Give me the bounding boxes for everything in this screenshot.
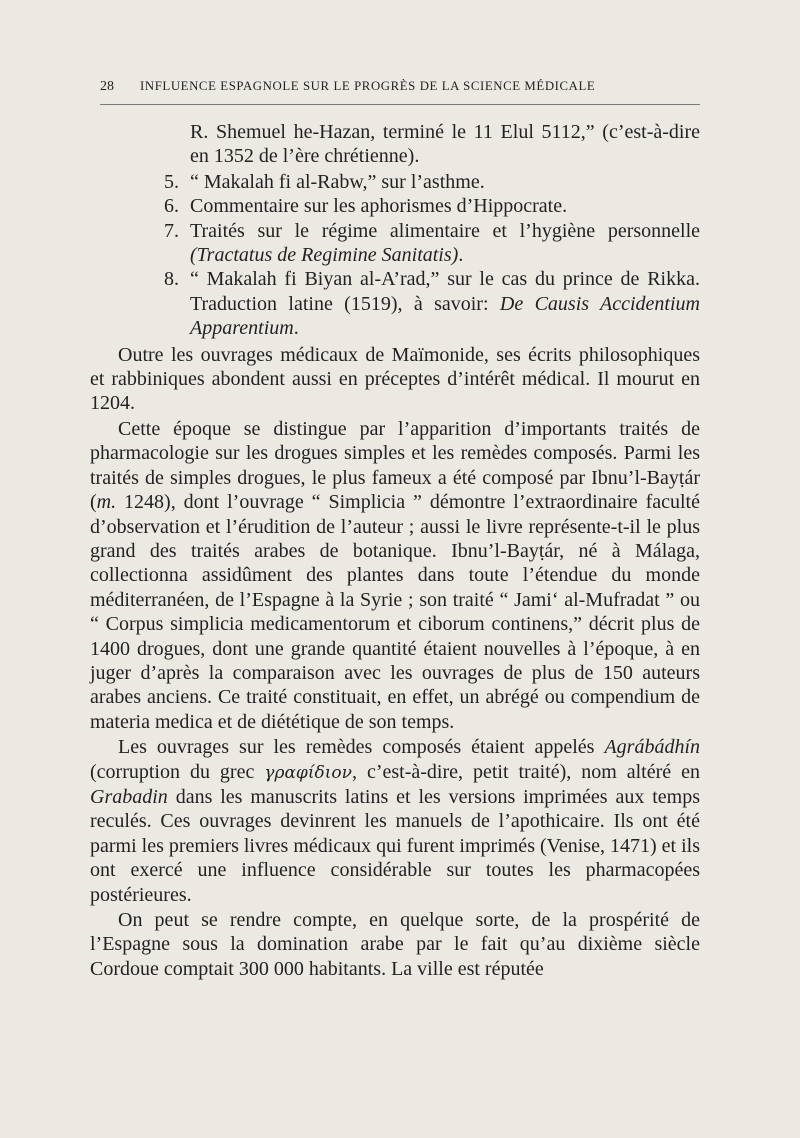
list-continuation: R. Shemuel he-Hazan, terminé le 11 Elul 5112,” (c’est-à-dire en 1352 de l’ère chrétienne). <box>190 121 700 168</box>
greek-word: γραφίδιον <box>264 762 352 783</box>
page-body <box>90 120 700 981</box>
running-header <box>100 79 700 95</box>
list-item-7: 7. Traités sur le régime alimentaire et l’hygiène personnelle (Tractatus de Regimine Sanitatis). <box>164 219 700 267</box>
page-number: 28 <box>100 79 114 94</box>
paragraph-maimonide: Outre les ouvrages médicaux de Maïmonide, ses écrits philosophiques et rabbiniques abondent aussi en préceptes d’intérêt médical. Il mourut en 1204. <box>90 343 700 415</box>
paragraph-pharmacologie: Cette époque se distingue par l’apparition d’importants traités de pharmacologie sur les drogues simples et les remèdes composés. Parmi les traités de simples drogues, le plus fameux a été composé par Ibnu’l-Bayṭár (m. 1248), dont l’ouvrage “ Simplicia ” démontre l’extraordinaire faculté d’observation et l’érudition de l’auteur ; aussi le livre représente-t-il le plus grand des traités arabes de botanique. Ibnu’l-Bayṭár, né à Málaga, collectionna assidûment des plantes dans toute l’étendue du monde méditerranéen, de l’Espagne à la Syrie ; son traité “ Jami‘ al-Mufradat ” ou “ Corpus simplicia medicamentorum et ciborum continens,” décrit plus de 1400 drogues, dont une grande quantité étaient nouvelles à l’époque, à en juger d’après la comparaison avec les ouvrages de plus de 150 auteurs arabes anciens. Ce traité constituait, en effet, un abrégé ou compendium de materia medica et de diététique de son temps. <box>90 417 700 733</box>
paragraph-remedes-composes: Les ouvrages sur les remèdes composés étaient appelés Agrábádhín (corruption du grec γραφίδιον, c’est-à-dire, petit traité), nom altéré en Grabadin dans les manuscrits latins et les versions imprimées aux temps reculés. Ces ouvrages devinrent les manuels de l’apothicaire. Ils ont été parmi les premiers livres médicaux qui furent imprimés (Venise, 1471) et ils ont exercé une influence considérable sur toutes les pharmacopées postérieures. <box>90 736 700 906</box>
list-item-5: 5. “ Makalah fi al-Rabw,” sur l’asthme. <box>164 170 485 193</box>
list-item-8: 8. “ Makalah fi Biyan al-A’rad,” sur le cas du prince de Rikka. Traduction latine (1519), à savoir: De Causis Accidentium Apparentium. <box>164 268 700 340</box>
paragraph-cordoue: On peut se rendre compte, en quelque sorte, de la prospérité de l’Espagne sous la domination arabe par le fait qu’au dixième siècle Cordoue comptait 300 000 habitants. La ville est réputée <box>90 909 700 980</box>
running-title: INFLUENCE ESPAGNOLE SUR LE PROGRÈS DE LA SCIENCE MÉDICALE <box>140 79 596 93</box>
list-item-6: 6. Commentaire sur les aphorismes d’Hippocrate. <box>164 195 568 218</box>
header-rule <box>100 104 700 105</box>
